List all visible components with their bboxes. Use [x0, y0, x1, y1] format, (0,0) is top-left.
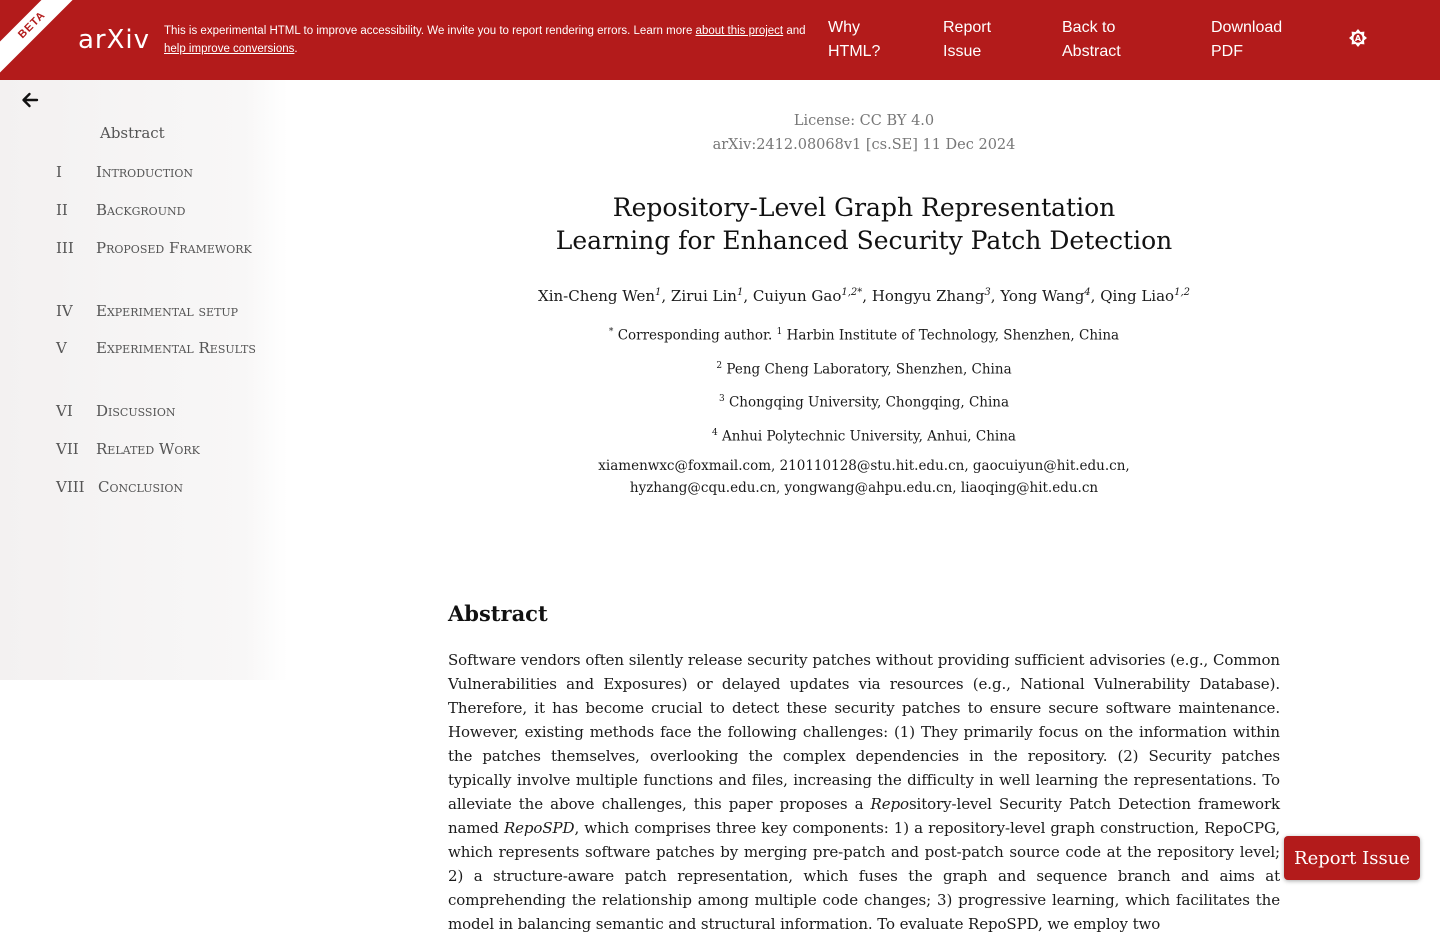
author-affil-mark: 1: [655, 287, 662, 298]
author-list: Xin-Cheng Wen$^1$, Zirui Lin$^1$, Cuiyun Gao$^{1,2*}$, Hongyu Zhang$^3$, Yong Wang$^4$, Qing Liao$^{1,2}$: [538, 287, 1190, 305]
toc-number: II: [56, 201, 68, 219]
why-html-link[interactable]: Why HTML?: [828, 19, 881, 60]
toc-label: Discussion: [96, 402, 176, 420]
toc-item-experimental-results[interactable]: [56, 336, 276, 361]
toc-label: Conclusion: [98, 478, 184, 496]
author-name: Hongyu Zhang: [871, 287, 985, 305]
arrow-left-icon: [20, 90, 40, 110]
experimental-banner: [164, 22, 814, 58]
license-text: License: CC BY 4.0: [793, 113, 935, 129]
table-of-contents: [0, 80, 288, 680]
toc-item-experimental-setup[interactable]: [56, 299, 276, 324]
banner-text: This is experimental HTML to improve accessibility. We invite you to report rendering errors. Learn more: [164, 25, 696, 37]
abstract-emphasis: Repo: [870, 795, 909, 813]
author-affil-mark: 1: [736, 287, 744, 298]
toc-item-proposed-framework[interactable]: [56, 236, 276, 261]
toc-label: Experimental setup: [96, 302, 239, 320]
collapse-toc-button[interactable]: [20, 90, 42, 110]
toc-number: I: [56, 163, 62, 181]
toc-label: Experimental Results: [96, 339, 256, 357]
toc-number: VI: [56, 402, 73, 420]
author-affil-mark: 4: [1084, 287, 1091, 298]
affiliation: [448, 317, 1280, 351]
help-conversions-link[interactable]: help improve conversions: [164, 43, 295, 55]
arxiv-logo[interactable]: [78, 22, 154, 58]
abstract-text-part: , which comprises three key components: 1) a repository-level graph construction, RepoCPG, which represents software patches by merging pre-patch and post-patch source code at the repository level; 2) a structure-aware patch representation, which fuses the graph and sequence branch and aims at comprehending the relationship among multiple code changes; 3) progressive learning, which facilitates the model in balancing semantic and structural information. To evaluate RepoSPD, we employ two: [448, 819, 1280, 933]
affil-number: 2: [716, 360, 723, 371]
affil-text: Chongqing University, Chongqing, China: [724, 394, 1010, 411]
author-emails: [448, 455, 1280, 499]
toc-label: Introduction: [96, 163, 194, 181]
about-project-link[interactable]: about this project: [695, 25, 784, 37]
title-line-1: Repository-Level Graph Representation: [612, 193, 1116, 222]
toc-item-abstract[interactable]: Abstract: [100, 124, 165, 142]
theme-toggle-button[interactable]: [1348, 28, 1368, 48]
author-name: Qing Liao: [1100, 287, 1175, 305]
toc-item-introduction[interactable]: [56, 160, 276, 185]
author-name: Cuiyun Gao: [752, 287, 842, 305]
theme-toggle-icon: [1348, 28, 1368, 48]
emails-line-2: hyzhang@cqu.edu.cn, yongwang@ahpu.edu.cn, liaoqing@hit.edu.cn: [629, 480, 1099, 496]
author-affil-mark: 1,2*: [841, 287, 863, 298]
svg-text:A: A: [1354, 34, 1362, 43]
abstract-heading: Abstract: [448, 601, 548, 626]
affil-number: 3: [718, 394, 725, 404]
banner-end: .: [294, 43, 298, 55]
toc-label: Related Work: [96, 440, 200, 458]
affiliation: [448, 418, 1280, 452]
download-pdf-link[interactable]: Download PDF: [1211, 19, 1283, 60]
toc-label: Background: [96, 201, 186, 219]
back-to-abstract-link[interactable]: Back to Abstract: [1062, 19, 1121, 60]
arxiv-identifier: arXiv:2412.08068v1 [cs.SE] 11 Dec 2024: [712, 137, 1016, 153]
title-line-2: Learning for Enhanced Security Patch Detection: [555, 226, 1173, 255]
toc-item-background[interactable]: [56, 198, 276, 223]
abstract-paragraph: [448, 648, 1280, 936]
affil-number: 4: [712, 427, 718, 438]
toc-number: III: [56, 239, 74, 257]
affil-number: 1: [776, 327, 783, 337]
author-affil-mark: 1,2: [1174, 287, 1190, 298]
banner-and: and: [783, 25, 806, 37]
affil-text: Harbin Institute of Technology, Shenzhen, China: [782, 327, 1120, 344]
arxiv-logo-text: arXiv: [78, 25, 151, 55]
toc-item-discussion[interactable]: [56, 399, 276, 424]
toc-label: Proposed Framework: [96, 239, 252, 257]
abstract-text-part: sitory-level Security Patch Detection framework named: [448, 795, 1280, 837]
corresponding-note: Corresponding author.: [613, 327, 777, 344]
author-name: Yong Wang: [1000, 287, 1085, 305]
toc-number: VII: [56, 440, 79, 458]
toc-item-conclusion[interactable]: [56, 475, 276, 500]
toc-item-related-work[interactable]: [56, 437, 276, 462]
affiliation: [448, 384, 1280, 418]
affil-text: Anhui Polytechnic University, Anhui, China: [717, 428, 1016, 444]
toc-number: IV: [56, 302, 73, 320]
affiliation: [448, 351, 1280, 385]
emails-line-1: xiamenwxc@foxmail.com, 210110128@stu.hit.edu.cn, gaocuiyun@hit.edu.cn,: [598, 458, 1130, 474]
paper-title: [448, 191, 1280, 257]
abstract-text-part: Software vendors often silently release security patches without providing sufficient advisories (e.g., Common Vulnerabilities and Exposures) or delayed updates via resources (e.g., National Vulnerability Database). Therefore, it has become crucial to detect these security patches to ensure secure software maintenance. However, existing methods face the following challenges: (1) They primarily focus on the information within the patches themselves, overlooking the complex dependencies in the repository. (2) Security patches typically involve multiple functions and files, increasing the difficulty in well learning the representations. To alleviate the above challenges, this paper proposes a: [448, 651, 1280, 813]
floating-report-issue-button[interactable]: Report Issue: [1284, 836, 1420, 880]
report-issue-link[interactable]: Report Issue: [943, 19, 992, 60]
author-name: Xin-Cheng Wen: [538, 287, 655, 305]
top-header: [0, 0, 1440, 80]
author-affil-mark: 3: [984, 287, 991, 298]
author-name: Zirui Lin: [670, 287, 737, 305]
toc-number: V: [56, 339, 67, 357]
affil-text: Peng Cheng Laboratory, Shenzhen, China: [722, 361, 1012, 377]
beta-ribbon: BETA: [0, 0, 89, 80]
abstract-framework-name: RepoSPD: [503, 819, 575, 837]
corresponding-mark: *: [608, 327, 614, 337]
paper-content: [448, 80, 1280, 951]
toc-number: VIII: [56, 478, 85, 496]
